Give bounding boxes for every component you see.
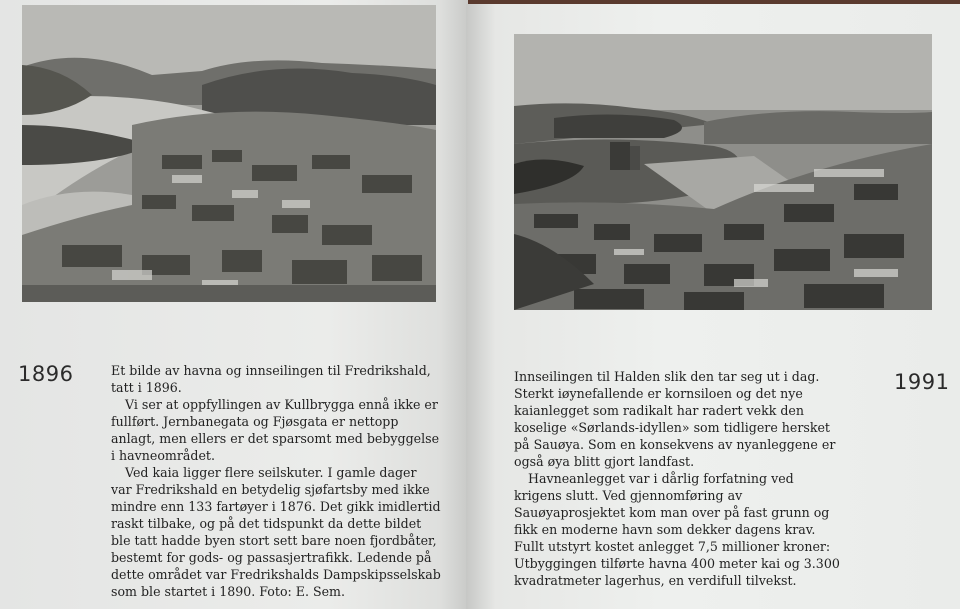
right-page <box>466 4 960 609</box>
harbor-photo-1991 <box>514 34 932 310</box>
harbor-photo-1896 <box>22 5 436 302</box>
year-label: 1991 <box>894 370 950 394</box>
photo-caption-1896 <box>111 362 441 600</box>
caption-paragraph: Vi ser at oppfyllingen av Kullbrygga ennå ikke er fullført. Jernbanegata og Fjøsgata er nettopp anlagt, men ellers er det sparsomt med bebyggelse i havneområdet. <box>111 397 440 463</box>
harbor-photo-1991-image <box>514 34 932 310</box>
left-page <box>0 0 468 609</box>
year-label: 1896 <box>18 362 74 386</box>
caption-paragraph: Havneanlegget var i dårlig forfatning ved krigens slutt. Ved gjennomføring av Sauøyaprosjektet kom man over på fast grunn og fikk en moderne havn som dekker dagens krav. Fullt utstyrt kostet anlegget 7,5 millioner kroner: Utbyggingen tilførte havna 400 meter kai og 3.300 kvadratmeter lagerhus, en verdifull tilvekst. <box>514 471 840 588</box>
harbor-photo-1896-image <box>22 5 436 302</box>
caption-paragraph: Et bilde av havna og innseilingen til Fredrikshald, tatt i 1896. <box>111 363 431 395</box>
caption-paragraph: Innseilingen til Halden slik den tar seg ut i dag. Sterkt iøynefallende er kornsiloen og det nye kaianlegget som radikalt har radert vekk den koselige «Sørlands-idyllen» som tidligere hersket på Sauøya. Som en konsekvens av nyanleggene er også øya blitt gjort landfast. <box>514 369 836 469</box>
photo-caption-1991 <box>514 368 844 589</box>
caption-paragraph: Ved kaia ligger flere seilskuter. I gamle dager var Fredrikshald en betydelig sjøfartsby med ikke mindre enn 133 fartøyer i 1876. Det gikk imidlertid raskt tilbake, og på det tidspunkt da dette bildet ble tatt hadde byen stort sett bare noen fjordbåter, bestemt for gods- og passasjertrafikk. Ledende på dette området var Fredrikshalds Dampskipsselskab som ble startet i 1890. Foto: E. Sem. <box>111 465 441 599</box>
